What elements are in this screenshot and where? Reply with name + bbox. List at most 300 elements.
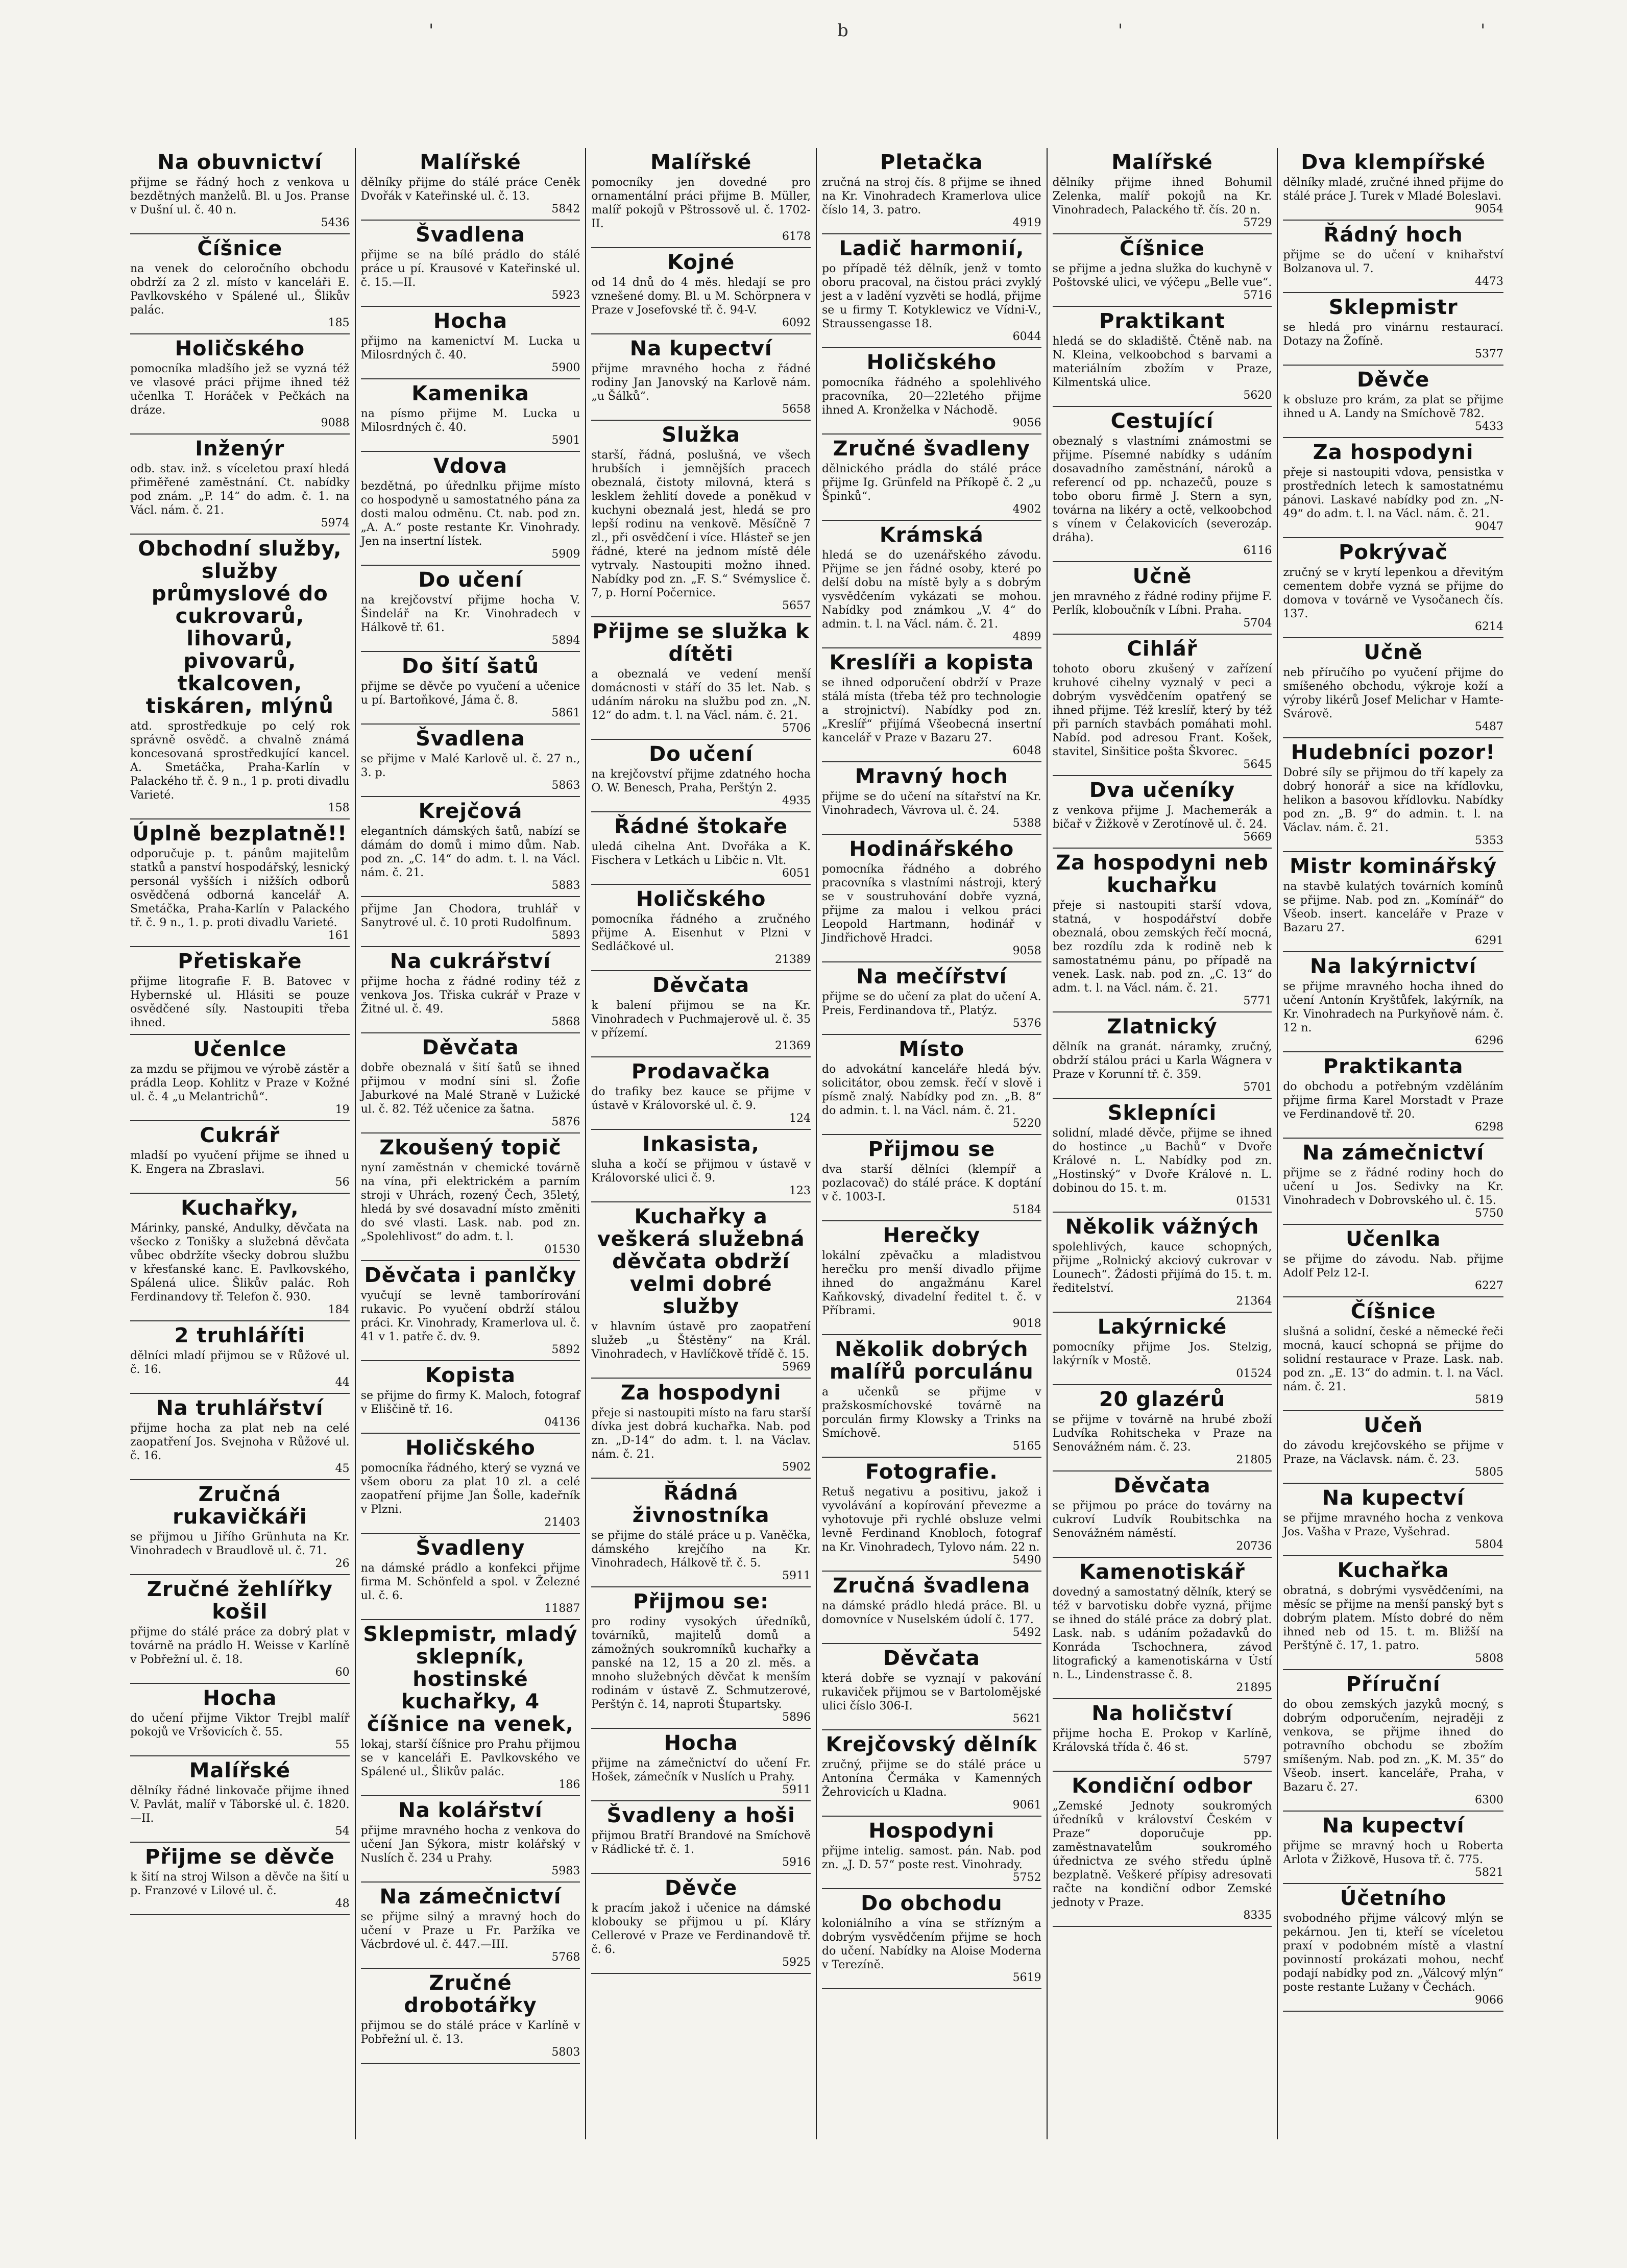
ad-title: Švadlena: [416, 727, 525, 751]
ad-number: 5768: [551, 1951, 580, 1964]
ad-text: nyní zaměstnán v chemické továrně na vína, při elektrickém a parním stroji v Uhrách, rozený Čech, 35letý, hledá by své dosavadní místo změniti do své vlasti. Lask. nab. pod zn. „Spolehlivost“ do adm. t. l.: [360, 1162, 580, 1243]
ad-number: 5804: [1474, 1538, 1503, 1551]
ad-text: obeznalý s vlastními známostmi se přijme. Písemné nabídky s udáním dosavadního zaměstnání, nároků a referencí od pp. nchazečů, pouze s tobo oboru firmě J. Stern a syn, továrna na likéry a octě, velkoobchod s vínem v Čelakovicích (severozáp. dráha).: [1052, 435, 1272, 544]
classified-ad: [1283, 1884, 1503, 2012]
ad-number: 60: [335, 1666, 350, 1679]
ad-number: 5911: [782, 1570, 811, 1582]
ad-number: 5842: [551, 203, 580, 215]
ad-text: přijme se řádný hoch z venkova u bezdětných manželů. Bl. u Jos. Pranse v Dušní ul. č. 40 n.: [130, 176, 350, 216]
ad-text: elegantních dámských šatů, nabízí se dámám do domů i mimo dům. Nab. pod zn. „C. 14“ do adm. t. l. na Václ. nám. č. 21.: [360, 825, 580, 879]
ad-title: Přijmou se: [868, 1138, 995, 1161]
ad-number: 01531: [1236, 1195, 1272, 1208]
ad-title: Několik vážných: [1065, 1215, 1259, 1239]
ad-text: uledá cihelna Ant. Dvořáka a K. Fischera v Letkách u Libčic n. Vlt.: [591, 840, 811, 867]
ad-title: Dva učeníky: [1089, 779, 1235, 802]
ad-title: Kamenika: [411, 382, 529, 405]
ad-number: 6178: [782, 230, 811, 243]
ad-title: Do učení: [649, 742, 754, 766]
ad-number: 5619: [1012, 1971, 1041, 1984]
ad-number: 186: [558, 1778, 580, 1791]
ad-number: 56: [335, 1176, 350, 1189]
classified-ad: [591, 1202, 811, 1379]
classified-ad: [361, 1361, 580, 1434]
ad-title: Obchodní služby, služby průmyslové do cukrovarů, lihovarů, pivovarů, tkalcoven, tiskáren, mlýnů: [138, 537, 342, 718]
classified-ad: [1283, 148, 1503, 221]
classified-ad: [130, 1394, 350, 1480]
ad-title: Služka: [662, 423, 741, 447]
ad-text: se přijme mravného hocha ihned do učení Antonín Kryštůfek, lakýrník, na Kr. Vinohradech na Purkyňově nám. č. 12 n.: [1283, 980, 1503, 1034]
ad-text: dobře obeznalá v šití šatů se ihned přijmou v modní síni sl. Žofie Jaburkové na Malé Straně v Lužické ul. č. 82. Též učenice za šatna.: [360, 1061, 580, 1116]
ad-number: 5893: [551, 929, 580, 942]
ad-text: solidní, mladé děvče, přijme se ihned do hostince „u Bachů“ v Dvoře Králové n. L. Nabídky pod zn. „Hostinský“ v Dvoře Králové n. L. dobinou do 15. t. m.: [1052, 1127, 1272, 1195]
ad-text: „Zemské Jednoty soukromých úředníků v království Českém v Praze“ doporučuje pp. zaměstnavatelům soukromého úřednictva ze svého středu úplně bezplatně. Veškeré přípisy adresovati račte na kondiční odbor Zemské jednoty v Praze.: [1052, 1800, 1272, 1909]
ad-number: 5492: [1012, 1626, 1041, 1639]
ad-title: Cestující: [1110, 409, 1214, 433]
classified-ad: [822, 1730, 1041, 1817]
classified-ad: [130, 1121, 350, 1194]
classified-ad: [361, 947, 580, 1033]
ad-number: 4899: [1012, 631, 1041, 643]
classified-ad: [1283, 738, 1503, 852]
ad-title: Malířské: [1111, 151, 1213, 174]
ad-number: 9054: [1474, 203, 1503, 215]
ad-text: pomocníka mladšího jež se vyzná též ve vlasové práci přijme ihned též učenlka T. Horáček v Pečkách na dráze.: [130, 363, 350, 417]
classified-ad: [130, 1684, 350, 1756]
classified-ad: [591, 1130, 811, 1202]
ad-number: 6296: [1474, 1034, 1503, 1047]
ad-title: Inženýr: [195, 437, 285, 461]
ad-number: 9058: [1012, 945, 1041, 957]
ad-text: přijme se na bílé prádlo do stálé práce u pí. Krausové v Kateřinské ul. č. 15.—II.: [360, 249, 580, 289]
ad-title: Kuchařky a veškerá služebná děvčata obdrží velmi dobré služby: [597, 1205, 805, 1318]
ad-text: na venek do celoročního obchodu obdrží za 2 zl. místo v kanceláři E. Pavlkovského v Spálené ul., Šlikův palác.: [130, 262, 350, 317]
ad-number: 9088: [321, 417, 350, 429]
ad-text: vyučují se levně tamborírování rukavic. Po vyučení obdrží stálou práci. Kr. Vinohrady, Kramerlova ul. č. 41 v 1. patře č. dv. 9.: [360, 1289, 580, 1343]
classified-ad: [1283, 1556, 1503, 1670]
classified-ad: [361, 148, 580, 221]
ad-text: Márinky, panské, Andulky, děvčata na všecko z Tonišky a služebná děvčata vůbec obdržíte všecky dobrou službu v křesťanské kanc. E. Pavlkovského, Spálená ulice. Šlikův palác. Roh Ferdinandovy tř. Telefon č. 930.: [130, 1222, 350, 1304]
ad-number: 9061: [1012, 1799, 1041, 1812]
classified-ad: [1053, 1099, 1272, 1213]
ad-text: do učení přijme Viktor Trejbl malíř pokojů ve Vršovicích č. 55.: [130, 1712, 350, 1739]
classified-ad: [822, 1335, 1041, 1458]
classified-ad: [361, 725, 580, 797]
ad-title: Do učení: [418, 568, 523, 592]
ad-title: Přijme se služka k dítěti: [592, 620, 810, 666]
ad-title: Fotografie.: [865, 1460, 998, 1484]
ad-title: Na kupectví: [629, 337, 772, 360]
ad-title: Kamenotiskář: [1079, 1560, 1245, 1584]
ad-title: Zručná švadlena: [833, 1574, 1031, 1598]
classified-ad: [1053, 407, 1272, 562]
ad-title: Místo: [899, 1038, 965, 1061]
ad-number: 5969: [782, 1361, 811, 1373]
classified-ad: [591, 248, 811, 334]
ad-text: do závodu krejčovského se přijme v Praze, na Václavsk. nám. č. 23.: [1283, 1439, 1503, 1466]
classified-ad: [822, 148, 1041, 234]
ad-title: Sklepníci: [1107, 1101, 1217, 1125]
ad-number: 5863: [551, 779, 580, 792]
ad-title: Na obuvnictví: [157, 151, 323, 174]
ad-number: 5896: [782, 1711, 811, 1724]
ad-title: Řádné štokaře: [614, 815, 788, 838]
ad-text: Retuš negativu a positivu, jakož i vyvolávání a kopírování převezme a vyhotovuje při rychlé obsluze velmi levně Ferdinand Knobloch, fotograf na Kr. Vinohradech, Tylovo nám. 22 n.: [821, 1486, 1041, 1554]
ad-text: na dámské prádlo hledá práce. Bl. u domovníce v Nuselském údolí č. 177.: [821, 1600, 1041, 1626]
ad-text: Dobré síly se přijmou do tří kapely za dobrý honorář a sice na křídlovku, helikon a basovou křídlovku. Nabídky pod zn. „B. 9“ do admin. t. l. na Václav. nám. č. 21.: [1283, 766, 1503, 834]
ad-number: 124: [789, 1112, 811, 1125]
ad-text: se přijme do firmy K. Maloch, fotograf v Eliščině tř. 16.: [360, 1389, 580, 1416]
ad-title: Malířské: [189, 1759, 291, 1782]
ad-text: odporučuje p. t. pánům majitelům statků a panství hospodářský, lesnický personál vyšších i nižších odborů osvědčená odborná kancelář A. Smetáčka, Praha-Karlín v Palackého tř. č. 9 n., 1. p. proti divadlu Varieté.: [130, 848, 350, 929]
ad-number: 21805: [1236, 1454, 1272, 1466]
ad-title: Herečky: [883, 1224, 981, 1247]
classified-ad: [822, 1644, 1041, 1730]
classified-ad: [1053, 1213, 1272, 1313]
ad-text: se přijme v továrně na hrubé zboží Ludvíka Rohitscheka v Praze na Senovážném nám. č. 23.: [1052, 1413, 1272, 1454]
ad-number: 5220: [1012, 1117, 1041, 1130]
classified-ad: [361, 1434, 580, 1534]
ad-number: 5184: [1012, 1203, 1041, 1216]
ad-number: 5490: [1012, 1554, 1041, 1566]
ad-title: Za hospodyni neb kuchařku: [1056, 851, 1269, 897]
classified-ad: [1283, 1052, 1503, 1139]
ad-title: Přijme se děvče: [144, 1845, 335, 1869]
ad-title: Řádný hoch: [1323, 223, 1463, 247]
ad-text: a obeznalá ve vedení menší domácnosti v stáří do 35 let. Nab. s udáním nároku na službu pod zn. „N. 12“ do adm. t. l. na Václ. nám. č. 21.: [591, 668, 811, 722]
ad-text: k obsluze pro krám, za plat se přijme ihned u A. Landy na Smíchově 782.: [1283, 394, 1503, 420]
ad-text: obratná, s dobrými vysvědčeními, na měsíc se přijme na menší panský byt s dobrým platem. Místo dobré do něm ihned neb od 15. t. m. Bližší na Perštýně č. 17, 1. patro.: [1283, 1584, 1503, 1652]
ad-text: pomocníky přijme Jos. Stelzig, lakýrník v Mostě.: [1052, 1341, 1272, 1367]
ad-title: Švadlena: [416, 223, 525, 247]
ad-number: 5894: [551, 634, 580, 647]
classified-ad: [591, 812, 811, 885]
classified-ad: [591, 1587, 811, 1729]
ad-title: Krámská: [879, 523, 984, 547]
ad-number: 5892: [551, 1343, 580, 1356]
ad-text: atd. sprostředkuje po celý rok správně osvědč. a chvalně známá koncesovaná sprostředkující kancel. A. Smetáčka, Praha-Karlín v Palackého tř. č. 9 n., 1 p. proti divadlu Varieté.: [130, 720, 350, 802]
ad-text: hledá se do skladiště. Čtěně nab. na N. Kleina, velkoobchod s barvami a materiálním zbožím v Praze, Kilmentská ulice.: [1052, 335, 1272, 389]
classified-ad: [591, 1729, 811, 1801]
ad-text: se přijme silný a mravný hoch do učení v Praze u Fr. Paržíka ve Vácbrdové ul. č. 447.—III.: [360, 1911, 580, 1951]
classified-ad: [1053, 1012, 1272, 1099]
ad-number: 5620: [1243, 389, 1272, 402]
ad-number: 5861: [551, 707, 580, 719]
ad-column: [1048, 148, 1278, 2139]
classified-ad: [591, 1057, 811, 1130]
classified-ad: [822, 521, 1041, 648]
ad-text: zručný se v krytí lepenkou a dřevitým cementem dobře vyzná se přijme do domova v továrně ve Vysočanech čís. 137.: [1283, 566, 1503, 620]
ad-text: se přijmou u Jiřího Grünhuta na Kr. Vinohradech v Braudlově ul. č. 71.: [130, 1531, 350, 1557]
ad-number: 5974: [321, 517, 350, 529]
ad-number: 5819: [1474, 1393, 1503, 1406]
ad-title: Na zámečnictví: [1302, 1141, 1485, 1165]
ad-title: Cihlář: [1127, 637, 1198, 661]
ad-text: k šití na stroj Wilson a děvče na šití u p. Franzové v Lilové ul. č.: [130, 1871, 350, 1897]
classified-ad: [361, 452, 580, 566]
ad-number: 5923: [551, 289, 580, 302]
ad-text: na dámské prádlo a konfekci přijme firma M. Schönfeld a spol. v Železné ul. č. 6.: [360, 1562, 580, 1602]
ad-text: starší, řádná, poslušná, ve všech hrubších i jemnějších pracech obeznalá, čistoty milovná, která s lesklem žehlití dovede a poněkud v kuchyni obeznalá jest, hledá se pro lepší rodinu na venkově. Měsíčně 7 zl., při osvědčení i více. Hlásteř se jen řádné, které na jednom místě déle vytrvaly. Nastoupiti možno ihned. Nabídky pod zn. „F. S.“ Svémyslice č. 7, p. Horní Počernice.: [591, 449, 811, 599]
ad-title: Cukrář: [200, 1124, 280, 1147]
ad-text: přijme intelig. samost. pán. Nab. pod zn. „J. D. 57“ poste rest. Vinohrady.: [821, 1845, 1041, 1871]
classified-ad: [361, 1133, 580, 1261]
ad-title: Děvčata: [883, 1647, 980, 1670]
ad-title: Krejčovský dělník: [825, 1733, 1038, 1756]
ad-number: 11887: [544, 1602, 580, 1615]
classified-ad: [1283, 1484, 1503, 1556]
classified-ad: [1283, 1225, 1503, 1297]
ad-title: Inkasista,: [642, 1132, 760, 1156]
ad-number: 185: [328, 317, 350, 329]
ad-number: 5433: [1474, 420, 1503, 433]
ad-number: 44: [335, 1376, 350, 1389]
ad-text: dělníky přijme ihned Bohumil Zelenka, malíř pokojů na Kr. Vinohradech, Palackého tř. čís. 20 n.: [1052, 176, 1272, 216]
page-mark: ': [1480, 20, 1486, 41]
ad-title: Lakýrnické: [1097, 1315, 1227, 1339]
classified-ad: [591, 1479, 811, 1587]
classified-ad: [1283, 1411, 1503, 1484]
ad-number: 9066: [1474, 1994, 1503, 2007]
ad-text: po případě též dělník, jenž v tomto oboru pracoval, na čistou práci zvyklý jest a v ladění vyzvěti se hodlá, přijme se u firmy T. Kotyklewicz ve Vídni-V., Straussengasse 18.: [821, 262, 1041, 330]
ad-text: přijme hocha za plat neb na celé zaopatření Jos. Svejnoha v Růžové ul. č. 16.: [130, 1422, 350, 1462]
ad-title: Děvče: [665, 1876, 738, 1900]
ad-number: 5377: [1474, 348, 1503, 360]
classified-ad: [822, 762, 1041, 835]
classified-ad: [130, 1843, 350, 1915]
ad-number: 5909: [551, 548, 580, 561]
ad-number: 5900: [551, 361, 580, 374]
classified-ad: [1053, 234, 1272, 307]
ad-number: 6051: [782, 867, 811, 880]
page-mark: ': [1118, 20, 1123, 41]
classified-ad: [130, 234, 350, 334]
classified-ad: [822, 1221, 1041, 1335]
ad-text: přijme se děvče po vyučení a učenice u pí. Bartoňkové, Jáma č. 8.: [360, 680, 580, 707]
ad-text: dělníky řádné linkovače přijme ihned V. Pavlát, malíř v Táborské ul. č. 1820.—II.: [130, 1784, 350, 1825]
ad-number: 5883: [551, 879, 580, 892]
ad-text: přijme mravného hocha z venkova do učení Jan Sýkora, mistr kolářský v Nuslích č. 234 u Prahy.: [360, 1824, 580, 1865]
classified-ad: [130, 334, 350, 435]
ad-number: 4935: [782, 794, 811, 807]
ad-title: Malířské: [650, 151, 752, 174]
ad-text: se přijme v Malé Karlově ul. č. 27 n., 3. p.: [360, 753, 580, 779]
ad-text: přeje si nastoupiti místo na faru starší dívka jest dobrá kuchařka. Nab. pod zn. „D-14“ do adm. t. l. na Václav. nám. č. 21.: [591, 1407, 811, 1461]
classified-ad: [822, 234, 1041, 348]
ad-title: Dva klempířské: [1301, 151, 1486, 174]
classified-ad: [591, 148, 811, 248]
ad-title: Holičského: [405, 1436, 536, 1460]
ad-title: Na holičství: [1091, 1702, 1233, 1725]
ad-number: 6044: [1012, 330, 1041, 343]
ad-number: 9018: [1012, 1317, 1041, 1330]
classified-ad: [591, 1874, 811, 1974]
ad-number: 04136: [544, 1416, 580, 1429]
ad-number: 01530: [544, 1243, 580, 1256]
ad-number: 55: [335, 1739, 350, 1751]
ad-text: přijme se do učení v knihařství Bolzanova ul. 7.: [1283, 249, 1503, 275]
classified-ad: [130, 1321, 350, 1394]
ad-text: na krejčovství přijme hocha V. Šindelář na Kr. Vinohradech v Hálkově tř. 61.: [360, 594, 580, 634]
ad-text: do obou zemských jazyků mocný, s dobrým odporučením, nejraději z venkova, se přijme ihned do potravního obchodu se zbožím smíšeným. Nab. pod zn. „K. M. 35“ do Všeob. insert. kanceláře, Praha, v Bazaru č. 27.: [1283, 1698, 1503, 1794]
ad-text: k pracím jakož i učenice na dámské klobouky se přijmou u pí. Kláry Cellerové v Praze ve Ferdinandově tř. č. 6.: [591, 1902, 811, 1956]
ad-title: Za hospodyni: [1313, 441, 1474, 464]
ad-title: Vdova: [433, 454, 508, 478]
ad-title: Číšnice: [1120, 237, 1205, 260]
ad-number: 158: [328, 802, 350, 814]
classified-ad: [1053, 562, 1272, 635]
ad-text: do advokátní kanceláře hledá býv. solicitátor, obou zemsk. řečí v slově i písmě znalý. Nabídky pod zn. „B. 8“ do admin. t. l. na Václ. nám. č. 21.: [821, 1063, 1041, 1117]
ad-number: 8335: [1243, 1909, 1272, 1922]
ad-text: na stavbě kulatých továrních komínů se přijme. Nab. pod zn. „Komínář“ do Všeob. insert. kanceláře v Praze v Bazaru 27.: [1283, 880, 1503, 934]
classified-ad: [130, 819, 350, 947]
ad-number: 5165: [1012, 1440, 1041, 1453]
ad-column: [586, 148, 817, 2139]
ad-title: Číšnice: [197, 237, 283, 260]
ad-title: Na kupectví: [1322, 1486, 1465, 1510]
ad-text: přijmo na kamenictví M. Lucka u Milosrdných č. 40.: [360, 335, 580, 361]
ad-number: 5752: [1012, 1871, 1041, 1884]
ad-title: Několik dobrých malířů porculánu: [829, 1338, 1034, 1384]
ad-text: se přijme do stálé práce u p. Vaněčka, dámského krejčího na Kr. Vinohradech, Hálkově tř. č. 5.: [591, 1529, 811, 1570]
ad-title: Přijmou se:: [633, 1590, 769, 1613]
ad-number: 21403: [544, 1516, 580, 1529]
ad-text: mladší po vyučení přijme se ihned u K. Engera na Zbraslavi.: [130, 1149, 350, 1176]
classified-ad: [1053, 1772, 1272, 1927]
ad-number: 5901: [551, 434, 580, 447]
classified-ad: [1053, 1699, 1272, 1772]
ad-text: pomocníka řádného a spolehlivého pracovníka, 20—22letého přijme ihned A. Kronželka v Náchodě.: [821, 376, 1041, 417]
ad-text: přijme litografie F. B. Batovec v Hybernské ul. Hlásiti se pouze osvědčené síly. Nastoupiti třeba ihned.: [130, 975, 350, 1029]
ad-title: Přetiskaře: [178, 950, 302, 973]
classified-ad: [1283, 538, 1503, 638]
ad-title: Hodinářského: [849, 837, 1014, 861]
ad-title: Prodavačka: [631, 1060, 771, 1083]
ad-text: přijme se do učení za plat do učení A. Preis, Ferdinandova tř., Platýz.: [821, 991, 1041, 1017]
ad-text: přijme Jan Chodora, truhlář v Sanytrové ul. č. 10 proti Rudolfinum.: [360, 903, 580, 929]
ad-number: 5821: [1474, 1866, 1503, 1879]
ad-number: 4473: [1474, 275, 1503, 288]
ad-number: 5487: [1474, 720, 1503, 733]
ad-title: Hudebníci pozor!: [1291, 741, 1496, 764]
ad-title: 2 truhláříti: [174, 1324, 306, 1347]
ad-number: 54: [335, 1825, 350, 1838]
ad-title: Na mečířství: [856, 965, 1007, 988]
page-mark: ': [429, 20, 434, 41]
ad-title: Zkoušený topič: [379, 1136, 562, 1160]
ad-title: Děvčata: [422, 1036, 519, 1059]
ad-title: Kuchařka: [1337, 1559, 1449, 1582]
classified-ad: [130, 1480, 350, 1575]
classified-ad: [822, 1458, 1041, 1572]
ad-title: Učně: [1364, 641, 1423, 664]
ad-column: [1278, 148, 1509, 2139]
ad-number: 5376: [1012, 1017, 1041, 1030]
ad-number: 123: [789, 1185, 811, 1197]
ad-text: pomocníka řádného, který se vyzná ve všem oboru za plat 10 zl. a celé zaopatření přijme Jan Šolle, kadeřník v Plzni.: [360, 1462, 580, 1516]
ad-number: 6092: [782, 317, 811, 329]
ad-text: se přijme a jedna služka do kuchyně v Poštovské ulici, ve výčepu „Belle vue“.: [1052, 262, 1272, 289]
classified-ad: [822, 435, 1041, 521]
ad-number: 6300: [1474, 1794, 1503, 1806]
ad-text: sluha a kočí se přijmou v ústavě v Královorské ulici č. 9.: [591, 1158, 811, 1185]
ad-number: 5771: [1243, 995, 1272, 1007]
ad-text: tohoto oboru zkušený v zařízení kruhové cihelny vyznalý v peci a dobrým vysvědčením opatřený se ihned přijme. Též kreslíř, který by též při parních stavbách pomáhati mohl. Nabíd. pod adresou Frant. Košek, stavitel, Sinšitice pošta Škvorec.: [1052, 663, 1272, 758]
ad-number: 5803: [551, 2046, 580, 2059]
ad-text: spolehlivých, kauce schopných, přijme „Rolnický akciový cukrovar v Lounech“. Žádosti přijímá do 15. t. m. ředitelství.: [1052, 1241, 1272, 1295]
ad-text: do trafiky bez kauce se přijme v ústavě v Královorské ul. č. 9.: [591, 1085, 811, 1112]
ad-text: přeje si nastoupiti vdova, pensistka v prostředních letech k samostatnému pánovi. Laskavé nabídky pod zn. „N-49“ do adm. t. l. na Václ. nám. č. 21.: [1283, 466, 1503, 520]
ad-number: 5808: [1474, 1652, 1503, 1665]
ad-title: Na cukrářství: [390, 950, 551, 973]
ad-text: přeje si nastoupiti starší vdova, statná, v hospodářství dobře obeznalá, obou zemských řečí mocná, bez rozdílu zda k rodině neb k samostatnému pánu, po případě na venek. Lask. nab. pod zn. „C. 13“ do adm. t. l. na Václ. nám. č. 21.: [1052, 899, 1272, 995]
ad-title: Příruční: [1346, 1673, 1441, 1696]
ad-number: 5669: [1243, 831, 1272, 843]
ad-text: dělník na granát. náramky, zručný, obdrží stálou práci u Karla Wágnera v Praze v Korunní tř. č. 359.: [1052, 1041, 1272, 1081]
ad-number: 6227: [1474, 1280, 1503, 1292]
ad-text: zručná na stroj čís. 8 přijme se ihned na Kr. Vinohradech Kramerlova ulice číslo 14, 3. patro.: [821, 176, 1041, 216]
classified-ad: [130, 435, 350, 535]
classified-ad: [361, 1534, 580, 1620]
ad-number: 5706: [782, 722, 811, 735]
ad-title: Úplně bezplatně!!: [132, 822, 348, 846]
ad-text: přijmou se do stálé práce v Karlíně v Pobřežní ul. č. 13.: [360, 2019, 580, 2046]
classified-ad: [822, 1817, 1041, 1889]
ad-text: pomocníka řádného a zručného přijme A. Eisenhut v Plzni v Sedláčkové ul.: [591, 913, 811, 953]
ad-number: 5657: [782, 599, 811, 612]
ad-number: 5902: [782, 1461, 811, 1474]
ad-title: Učenlce: [193, 1038, 287, 1061]
ad-title: Řádná živnostníka: [632, 1481, 770, 1527]
classified-ad: [361, 1261, 580, 1361]
classified-ad: [361, 566, 580, 652]
ad-title: Zručné žehlířky košil: [147, 1578, 333, 1624]
ad-text: přijme se z řádné rodiny hoch do učení u Jos. Sedivky na Kr. Vinohradech v Dobrovského ul. č. 15.: [1283, 1167, 1503, 1207]
ad-number: 5925: [782, 1956, 811, 1969]
ad-number: 6048: [1012, 744, 1041, 757]
ad-title: Mistr kominářský: [1290, 855, 1497, 878]
classified-ad: [1053, 1313, 1272, 1385]
classified-ad: [1053, 635, 1272, 776]
classified-ad: [822, 648, 1041, 762]
ad-number: 6298: [1474, 1121, 1503, 1133]
classified-ad: [591, 740, 811, 812]
ad-number: 6291: [1474, 934, 1503, 947]
ad-number: 5716: [1243, 289, 1272, 302]
ad-title: Do obchodu: [861, 1892, 1003, 1915]
classified-ad: [591, 421, 811, 617]
ad-text: se ihned odporučení obdrží v Praze stálá místa (třeba též pro technologie a strojnictví). Nabídky pod zn. „Kreslíř“ přijímá Všeobecná insertní kancelář v Praze v Bazaru 27.: [821, 677, 1041, 744]
classified-ad: [1283, 1139, 1503, 1225]
ad-title: Kondiční odbor: [1072, 1774, 1253, 1798]
ad-title: Do šití šatů: [401, 655, 540, 678]
classified-ad: [361, 897, 580, 947]
ad-text: přijmou Bratří Brandové na Smíchově v Rádlické tř. č. 1.: [591, 1829, 811, 1856]
classified-ad: [1053, 1558, 1272, 1699]
ad-text: přijme se mravný hoch u Roberta Arlota v Žižkově, Husova tř. č. 775.: [1283, 1840, 1503, 1866]
ad-text: dělníky mladé, zručné ihned přijme do stálé práce J. Turek v Mladé Boleslavi.: [1283, 176, 1503, 203]
classified-ad: [1053, 307, 1272, 407]
ad-number: 5916: [782, 1856, 811, 1869]
classified-ad: [822, 1135, 1041, 1221]
classified-ad: [591, 334, 811, 421]
classified-ad: [591, 885, 811, 971]
classified-ad: [361, 221, 580, 307]
ad-number: 5436: [321, 216, 350, 229]
ad-title: Hocha: [203, 1686, 277, 1710]
ad-number: 5353: [1474, 834, 1503, 847]
ad-number: 5983: [551, 1865, 580, 1877]
ad-title: Na zámečnictví: [379, 1885, 562, 1909]
